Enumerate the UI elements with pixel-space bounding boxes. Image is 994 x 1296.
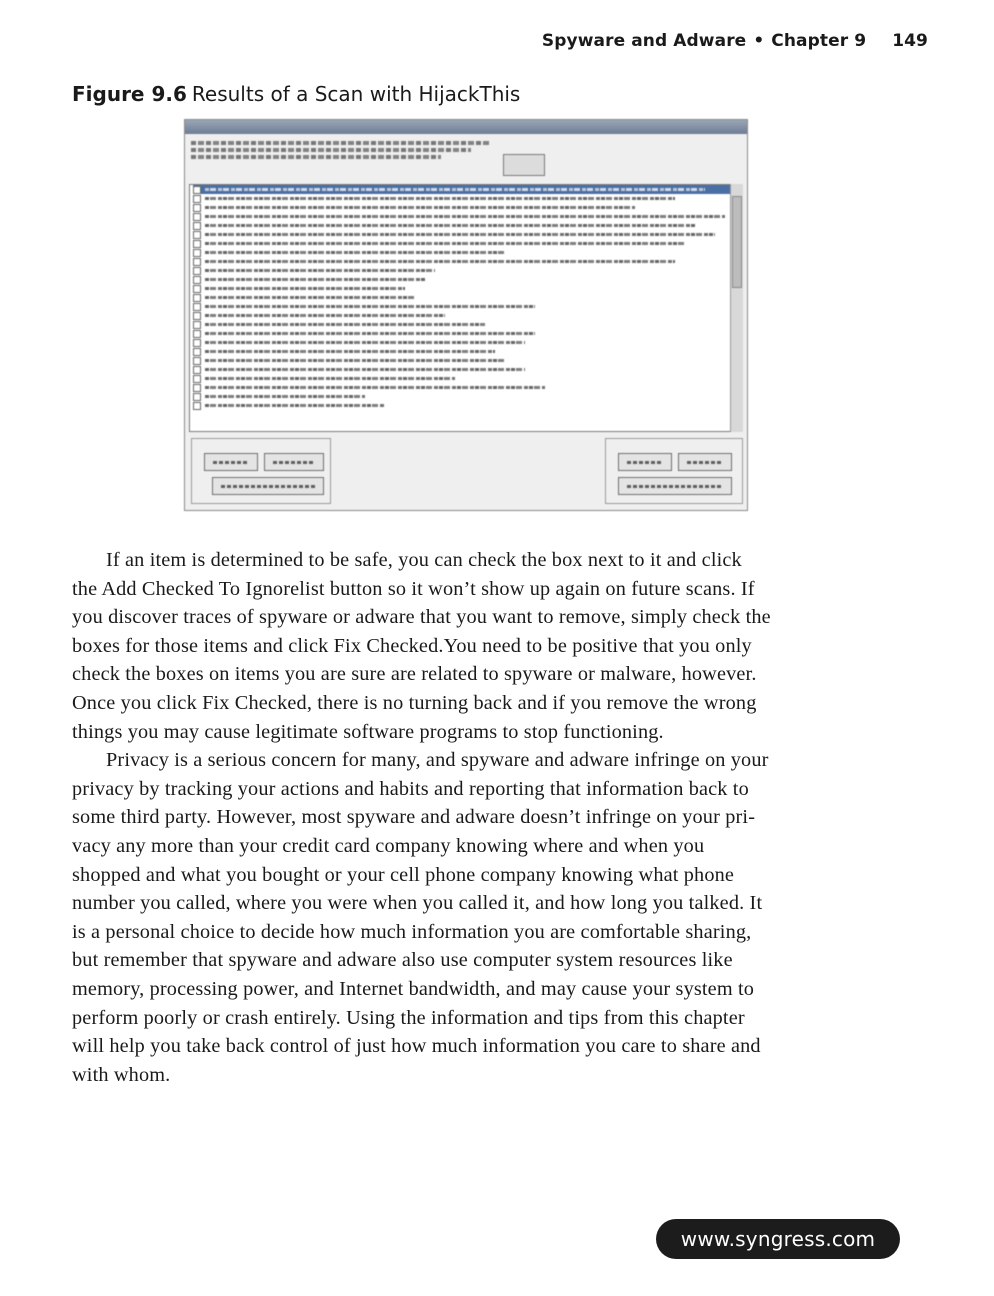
row-checkbox: [193, 204, 201, 212]
text-line: vacy any more than your credit card company knowing where and when you: [72, 834, 705, 857]
row-checkbox: [193, 321, 201, 329]
row-checkbox: [193, 249, 201, 257]
scan-result-row: [193, 293, 734, 302]
text-line: shopped and what you bought or your cell phone company knowing what phone: [72, 863, 735, 886]
row-checkbox: [193, 330, 201, 338]
text-line: Privacy is a serious concern for many, and spyware and adware infringe on your: [106, 749, 769, 772]
text-line: memory, processing power, and Internet bandwidth, and may cause your system to: [72, 977, 755, 1000]
page-number: 149: [892, 31, 928, 51]
scan-result-row: [193, 221, 734, 230]
text-line: privacy by tracking your actions and habits and reporting that information back to: [72, 777, 749, 800]
info-button: [618, 453, 672, 471]
scan-result-row: [193, 284, 734, 293]
scan-result-row: [193, 356, 734, 365]
body-text: [72, 546, 852, 1089]
scan-result-row: [193, 230, 734, 239]
row-checkbox: [193, 276, 201, 284]
scan-result-row: [193, 374, 734, 383]
publisher-url-badge: www.syngress.com: [656, 1219, 900, 1259]
row-checkbox: [193, 267, 201, 275]
running-head-bullet: •: [753, 31, 765, 51]
fix-checked-button: [264, 453, 324, 471]
other-stuff-group: [605, 438, 743, 504]
row-checkbox: [193, 258, 201, 266]
scan-result-row: [193, 320, 734, 329]
text-line: number you called, where you were when you called it, and how long you talked. It: [72, 892, 763, 915]
text-line: perform poorly or crash entirely. Using the information and tips from this chapter: [72, 1006, 745, 1029]
scan-result-row: [193, 239, 734, 248]
row-checkbox: [193, 222, 201, 230]
running-head-chapter: Chapter 9: [771, 31, 867, 51]
text-line: will help you take back control of just how much information you care to share and: [72, 1035, 761, 1058]
scan-result-row: [193, 203, 734, 212]
scan-result-row: [193, 302, 734, 311]
scan-result-row: [193, 275, 734, 284]
scan-results-list: [189, 184, 735, 432]
row-checkbox: [193, 186, 201, 194]
text-line: check the boxes on items you are sure are related to spyware or malware, however.: [72, 663, 757, 686]
scan-result-row: [193, 392, 734, 401]
row-checkbox: [193, 357, 201, 365]
text-line: boxes for those items and click Fix Checked.You need to be positive that you only: [72, 634, 752, 657]
add-checked-to-ignorelist-button: [618, 477, 732, 495]
paragraph: [72, 746, 852, 1089]
scrollbar: [730, 184, 743, 432]
text-line: some third party. However, most spyware and adware doesn’t infringe on your pri-: [72, 806, 756, 829]
text-line: If an item is determined to be safe, you can check the box next to it and click: [106, 549, 742, 571]
window-titlebar: [185, 120, 747, 134]
row-checkbox: [193, 294, 201, 302]
scan-result-row: [193, 365, 734, 374]
paragraph: [72, 546, 852, 746]
scan-result-row: [193, 338, 734, 347]
info-on-selected-button: [212, 477, 324, 495]
scan-result-row: [193, 311, 734, 320]
figure-label: Figure 9.6: [72, 82, 187, 106]
row-checkbox: [193, 195, 201, 203]
scan-button: [204, 453, 258, 471]
figure-caption: [72, 82, 520, 106]
text-line: the Add Checked To Ignorelist button so it won’t show up again on future scans. If: [72, 577, 755, 600]
config-small-button: [678, 453, 732, 471]
text-line: you discover traces of spyware or adware that you want to remove, simply check the: [72, 606, 771, 629]
text-line: Once you click Fix Checked, there is no turning back and if you remove the wrong: [72, 691, 757, 714]
scan-result-row: [193, 329, 734, 338]
scan-result-row: [193, 401, 734, 410]
text-line: things you may cause legitimate software programs to stop functioning.: [72, 720, 664, 743]
scan-result-row: [193, 383, 734, 392]
row-checkbox: [193, 339, 201, 347]
row-checkbox: [193, 384, 201, 392]
row-checkbox: [193, 213, 201, 221]
text-line: with whom.: [72, 1063, 171, 1086]
scan-info-text: [191, 138, 521, 168]
running-head-section: Spyware and Adware: [541, 31, 747, 51]
scan-result-row: [193, 266, 734, 275]
text-line: is a personal choice to decide how much information you are comfortable sharing,: [72, 920, 752, 943]
row-checkbox: [193, 375, 201, 383]
row-checkbox: [193, 348, 201, 356]
scan-result-row: [193, 185, 734, 194]
row-checkbox: [193, 402, 201, 410]
row-checkbox: [193, 303, 201, 311]
running-head: [542, 31, 928, 51]
scan-result-row: [193, 194, 734, 203]
scan-result-row: [193, 257, 734, 266]
scan-result-row: [193, 212, 734, 221]
row-checkbox: [193, 231, 201, 239]
row-checkbox: [193, 312, 201, 320]
scan-and-fix-group: [191, 438, 331, 504]
scan-result-row: [193, 347, 734, 356]
row-checkbox: [193, 285, 201, 293]
row-checkbox: [193, 366, 201, 374]
config-button: [503, 154, 545, 176]
row-checkbox: [193, 393, 201, 401]
row-checkbox: [193, 240, 201, 248]
text-line: but remember that spyware and adware also use computer system resources like: [72, 949, 733, 972]
figure-title: Results of a Scan with HijackThis: [191, 82, 521, 106]
scan-result-row: [193, 248, 734, 257]
hijackthis-screenshot: [184, 119, 748, 511]
